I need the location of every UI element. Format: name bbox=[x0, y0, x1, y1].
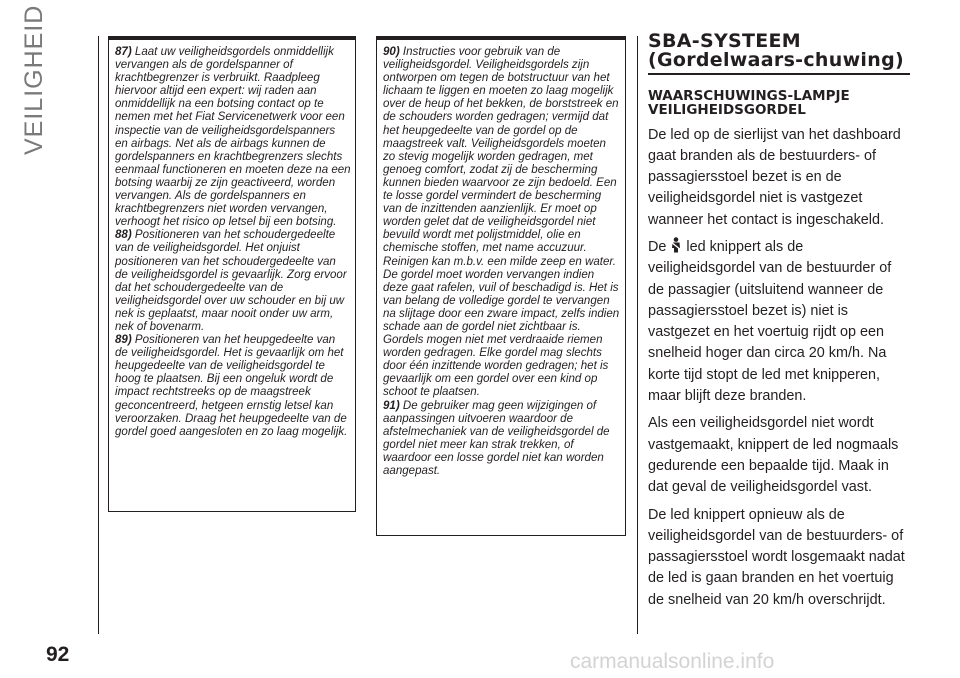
title-underline bbox=[648, 73, 910, 75]
warning-note-89: 89) Positioneren van het heupgedeelte van de veiligheidsgordel. Het is gevaarlijk om het heupgedeelte van de veiligheidsgordel te hoog te plaatsen. Bij een ongeluk wordt de impact rechtstreeks op de maagstreek geconcentreerd, hetgeen ernstig letsel kan veroorzaken. Draag het heupgedeelte van de gordel goed aangesloten en zo laag mogelijk. bbox=[115, 334, 348, 438]
warning-note-88: 88) Positioneren van het schoudergedeelte van de veiligheidsgordel. Het onjuist positioneren van het schoudergedeelte van de veiligheidsgordel is gevaarlijk. Zorg ervoor dat het schoudergedeelte van de veiligheidsgordel over uw schouder en bij uw nek is geplaatst, maar nooit onder uw arm, nek of bovenarm. bbox=[115, 229, 347, 333]
warning-box-left bbox=[108, 36, 356, 512]
section-title: SBA-SYSTEEM (Gordelwaars-chuwing) bbox=[648, 30, 904, 71]
chapter-side-title: VEILIGHEID bbox=[20, 4, 48, 155]
paragraph-4: De led knippert opnieuw als de veiligheidsgordel van de bestuurders- of passagiersstoel wordt losgemaakt nadat de led is gaan branden en het voertuig de snelheid van 20 km/h overschrijdt. bbox=[648, 506, 905, 608]
column-divider-left bbox=[98, 36, 99, 634]
warning-note-91: 91) De gebruiker mag geen wijzigingen of aanpassingen uitvoeren waardoor de afstelmechaniek van de veiligheidsgordel de gordel niet meer kan strak trekken, of waardoor een losse gordel niet kan worden aangepast. bbox=[383, 399, 610, 477]
warning-note-87: 87) Laat uw veiligheidsgordels onmiddellijk vervangen als de gordelspanner of krachtbegrenzer is verbruikt. Raadpleeg hiervoor altijd een expert: wij raden aan onmiddellijk na een botsing contact op te nemen met het Fiat Servicenetwerk voor een inspectie van de veiligheidsgordelspanners en airbags. Net als de airbags kunnen de gordelspanners en krachtbegrenzers slechts eenmaal functioneren en moeten deze na een botsing waarbij ze zijn geactiveerd, worden vervangen. Als de gordelspanners en krachtbegrenzers niet worden vervangen, verhoogt het risico op letsel bij een botsing. bbox=[115, 46, 351, 229]
paragraph-3: Als een veiligheidsgordel niet wordt vastgemaakt, knippert de led nogmaals gedurende een bepaalde tijd. Maak in dat geval de veiligheidsgordel vast. bbox=[648, 415, 899, 496]
section-subtitle: WAARSCHUWINGS-LAMPJE VEILIGHEIDSGORDEL bbox=[648, 87, 850, 118]
paragraph-2: De led knippert als de veiligheidsgordel van de bestuurder of de passagier (uitsluitend wanneer de passagiersstoel bezet is) niet is vastgezet en het voertuig rijdt op een snelheid hoger dan circa 20 km/h. Na korte tijd stopt de led met knipperen, maar blijft deze branden. bbox=[648, 238, 892, 405]
paragraph-1: De led op de sierlijst van het dashboard gaat branden als de bestuurders- of passagiersstoel bezet is en de veiligheidsgordel niet is vastgezet wanneer het contact is ingeschakeld. bbox=[648, 126, 901, 228]
seatbelt-warning-icon bbox=[670, 237, 682, 253]
column-divider-right bbox=[637, 36, 638, 634]
warning-note-90: 90) Instructies voor gebruik van de veiligheidsgordel. Veiligheidsgordels zijn ontworpen om tegen de botstructuur van het lichaam te liggen en moeten zo laag mogelijk over de heup of het bekken, de borststreek en de schouders worden gedragen; vermijd dat het heupgedeelte van de gordel op de maagstreek valt. Veiligheidsgordels moeten zo stevig mogelijk worden gedragen, met genoeg comfort, zodat zij de bescherming kunnen bieden waarvoor ze zijn bedoeld. Een te losse gordel vermindert de bescherming van de inzittenden aanzienlijk. Er moet op worden gelet dat de veiligheidsgordel niet bevuild wordt met polijstmiddel, olie en chemische stoffen, met name accuzuur. Reinigen kan m.b.v. een milde zeep en water. De gordel moet worden vervangen indien deze gaat rafelen, vuil of beschadigd is. Het is van belang de volledige gordel te vervangen na slijtage door een zware impact, zelfs indien schade aan de gordel niet zichtbaar is. Gordels mogen niet met verdraaide riemen worden gedragen. Elke gordel mag slechts door één inzittende worden gedragen; het is gevaarlijk om een gordel over een kind op schoot te plaatsen. bbox=[383, 46, 620, 399]
sba-section bbox=[648, 32, 910, 617]
watermark: carmanualsonline.info bbox=[570, 650, 775, 673]
page-number: 92 bbox=[46, 643, 70, 666]
warning-box-right bbox=[376, 36, 626, 536]
